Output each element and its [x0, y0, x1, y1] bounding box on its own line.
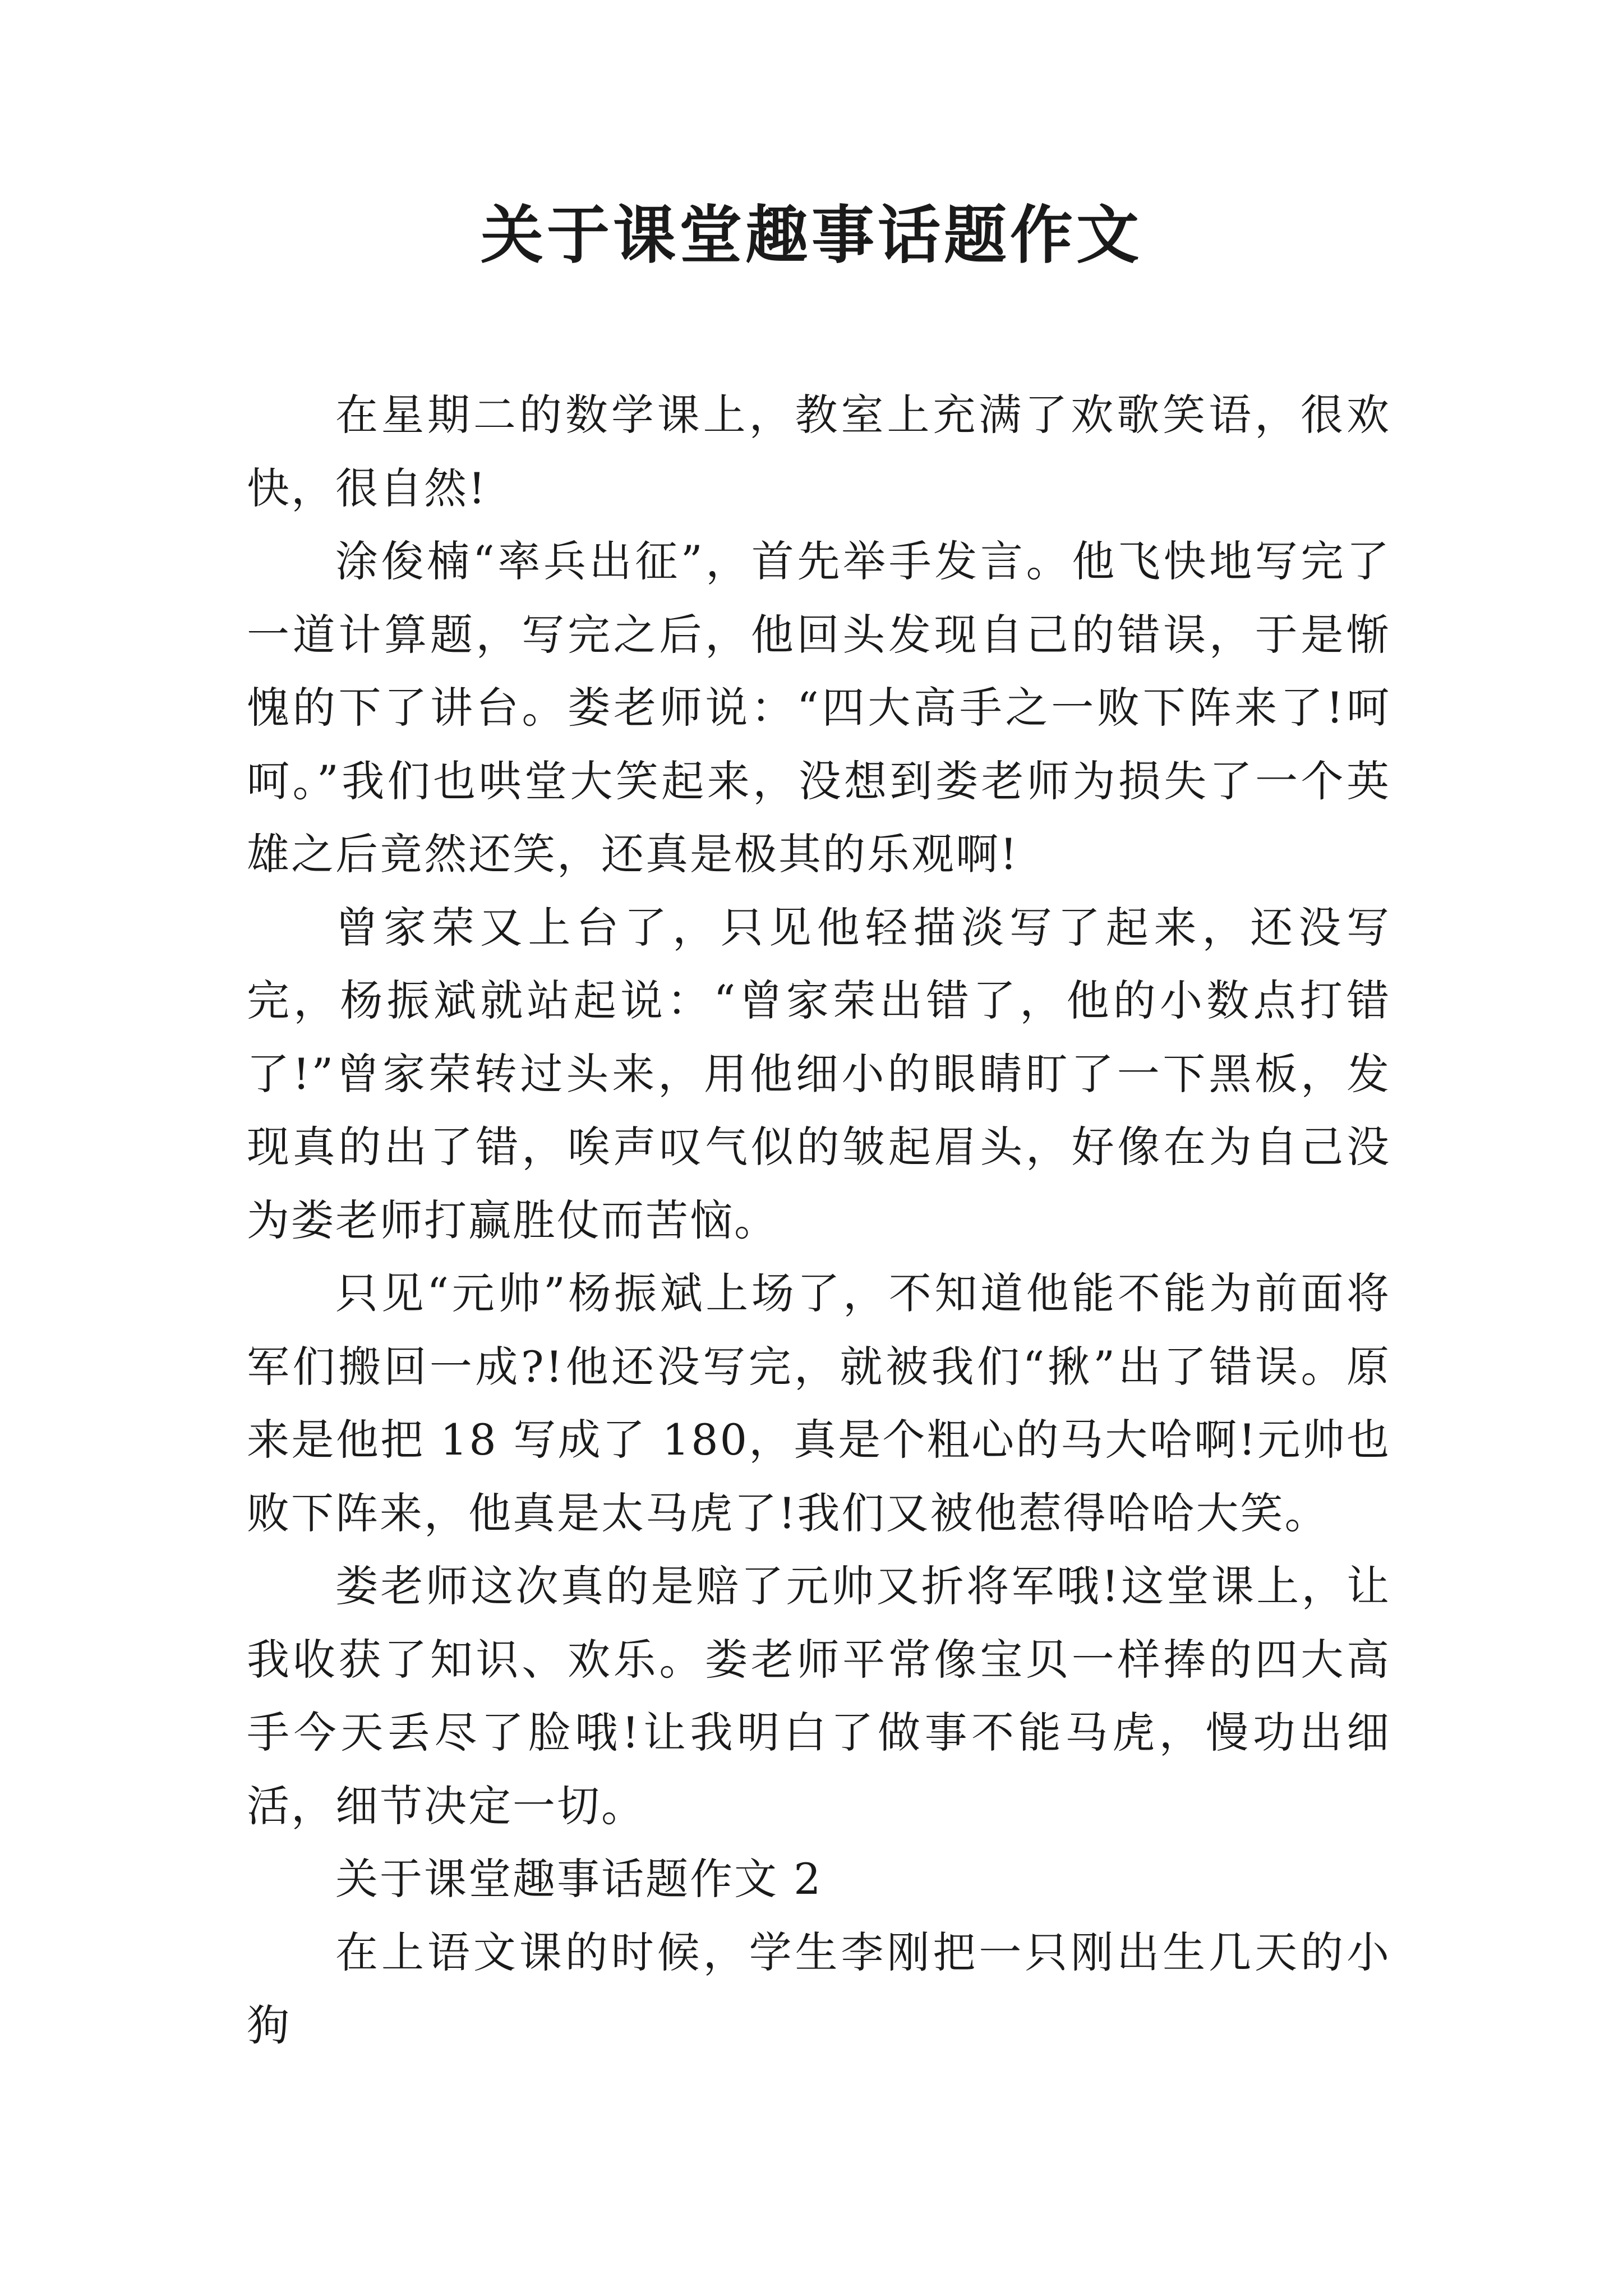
paragraph-5: 娄老师这次真的是赔了元帅又折将军哦!这堂课上，让我收获了知识、欢乐。娄老师平常像宝贝一样捧的四大高手今天丢尽了脸哦!让我明白了做事不能马虎，慢功出细活，细节决定一切。 — [247, 1561, 1391, 1831]
paragraph-4: 只见“元帅”杨振斌上场了，不知道他能不能为前面将军们搬回一成?!他还没写完，就被我们“揪”出了错误。原来是他把 18 写成了 180，真是个粗心的马大哈啊!元帅也败下阵来，他真是太马虎了!我们又被他惹得哈哈大笑。 — [247, 1268, 1391, 1538]
paragraph-6: 在上语文课的时候，学生李刚把一只刚出生几天的小狗 — [247, 1927, 1391, 2050]
paragraph-3: 曾家荣又上台了，只见他轻描淡写了起来，还没写完，杨振斌就站起说：“曾家荣出错了，他的小数点打错了!”曾家荣转过头来，用他细小的眼睛盯了一下黑板，发现真的出了错，唉声叹气似的皱起眉头，好像在为自己没为娄老师打赢胜仗而苦恼。 — [247, 902, 1391, 1245]
paragraph-2: 涂俊楠“率兵出征”，首先举手发言。他飞快地写完了一道计算题，写完之后，他回头发现自己的错误，于是惭愧的下了讲台。娄老师说：“四大高手之一败下阵来了!呵呵。”我们也哄堂大笑起来，没想到娄老师为损失了一个英雄之后竟然还笑，还真是极其的乐观啊! — [247, 536, 1391, 879]
paragraph-1: 在星期二的数学课上，教室上充满了欢歌笑语，很欢快，很自然! — [247, 390, 1391, 513]
section-heading-2: 关于课堂趣事话题作文 2 — [335, 1854, 823, 1904]
document-body — [247, 379, 1391, 2063]
document-title: 关于课堂趣事话题作文 — [481, 199, 1142, 272]
